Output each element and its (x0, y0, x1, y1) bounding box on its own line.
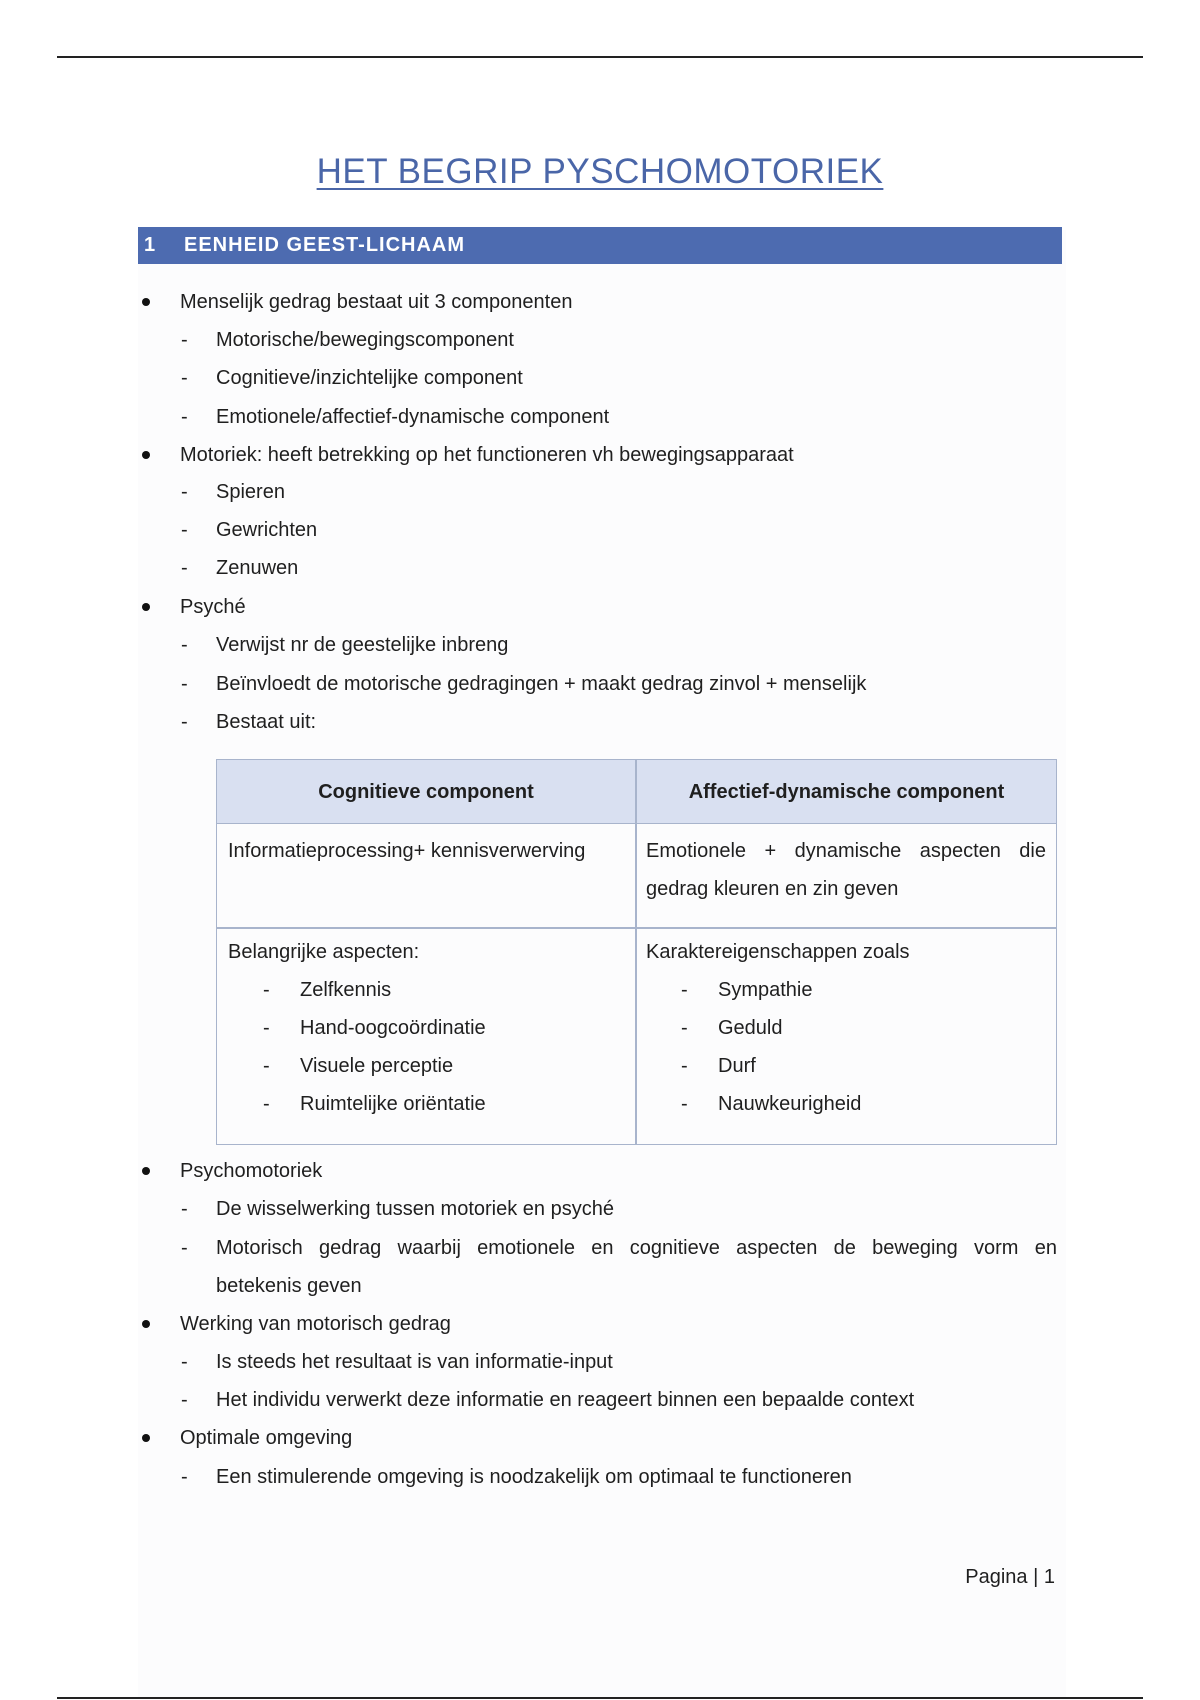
table-header-affective: Affectief-dynamische component (688, 780, 1005, 803)
dash-marker: - (181, 1389, 188, 1411)
page-number: Pagina | 1 (965, 1566, 1055, 1588)
dash-marker: - (181, 406, 188, 428)
section-heading: EENHEID GEEST-LICHAAM (184, 234, 466, 256)
table-header-cognitive: Cognitieve component (318, 780, 534, 803)
sub-item: Emotionele/affectief-dynamische component (216, 406, 610, 428)
bullet-text: Psychomotoriek (180, 1160, 323, 1182)
dash-marker: - (681, 1093, 688, 1115)
sub-item: Bestaat uit: (216, 711, 317, 733)
table-list-item: Ruimtelijke oriëntatie (300, 1093, 486, 1115)
dash-marker: - (181, 1198, 188, 1220)
dash-marker: - (181, 329, 188, 351)
sub-item: Beïnvloedt de motorische gedragingen + maakt gedrag zinvol + menselijk (216, 673, 867, 695)
dash-marker: - (681, 1055, 688, 1077)
dash-marker: - (181, 557, 188, 579)
dash-marker: - (181, 1466, 188, 1488)
bullet-dot (142, 1167, 150, 1175)
sub-item: Zenuwen (216, 557, 299, 579)
table-cell: Informatieprocessing+ kennisverwerving (228, 840, 586, 862)
sub-item: Spieren (216, 481, 285, 503)
sub-item: Cognitieve/inzichtelijke component (216, 367, 523, 389)
bullet-text: Motoriek: heeft betrekking op het functioneren vh bewegingsapparaat (180, 444, 794, 466)
sub-item: Het individu verwerkt deze informatie en reageert binnen een bepaalde context (216, 1389, 915, 1411)
sub-item: Verwijst nr de geestelijke inbreng (216, 634, 509, 656)
bullet-text: Psyché (180, 596, 246, 618)
dash-marker: - (181, 1237, 188, 1259)
dash-marker: - (181, 711, 188, 733)
dash-marker: - (263, 1017, 270, 1039)
bullet-dot (142, 603, 150, 611)
table-list-item: Durf (718, 1055, 756, 1077)
dash-marker: - (681, 979, 688, 1001)
header-rule (57, 56, 1143, 58)
table-list-item: Visuele perceptie (300, 1055, 454, 1077)
bullet-dot (142, 451, 150, 459)
table-cell: Emotionele + dynamische aspecten die (646, 840, 1046, 862)
section-number: 1 (144, 234, 157, 256)
dash-marker: - (263, 979, 270, 1001)
bullet-text: Werking van motorisch gedrag (180, 1313, 451, 1335)
table-list-item: Nauwkeurigheid (718, 1093, 862, 1115)
bullet-dot (142, 1434, 150, 1442)
sub-item: Gewrichten (216, 519, 318, 541)
components-table (216, 759, 1057, 1145)
dash-marker: - (263, 1093, 270, 1115)
dash-marker: - (681, 1017, 688, 1039)
table-list-item: Geduld (718, 1017, 783, 1039)
bullet-dot (142, 298, 150, 306)
dash-marker: - (181, 367, 188, 389)
dash-marker: - (181, 519, 188, 541)
dash-marker: - (181, 1351, 188, 1373)
dash-marker: - (263, 1055, 270, 1077)
table-list-item: Zelfkennis (300, 979, 392, 1001)
sub-item: Een stimulerende omgeving is noodzakelijk om optimaal te functioneren (216, 1466, 852, 1488)
sub-item: Motorisch gedrag waarbij emotionele en cognitieve aspecten de beweging vorm en (216, 1237, 1057, 1259)
sub-item-continuation: betekenis geven (216, 1275, 362, 1297)
table-cell: gedrag kleuren en zin geven (646, 878, 899, 900)
document-title: HET BEGRIP PYSCHOMOTORIEK (316, 152, 884, 191)
dash-marker: - (181, 673, 188, 695)
table-cell: Karaktereigenschappen zoals (646, 941, 910, 963)
footer-rule (57, 1697, 1143, 1699)
bullet-text: Menselijk gedrag bestaat uit 3 componenten (180, 291, 573, 313)
bullet-text: Optimale omgeving (180, 1427, 353, 1449)
table-list-item: Hand-oogcoördinatie (300, 1017, 486, 1039)
dash-marker: - (181, 481, 188, 503)
dash-marker: - (181, 634, 188, 656)
sub-item: Motorische/bewegingscomponent (216, 329, 514, 351)
table-list-item: Sympathie (718, 979, 813, 1001)
section-heading-bar (138, 227, 1062, 264)
table-row-divider (217, 927, 1056, 929)
table-cell: Belangrijke aspecten: (228, 941, 420, 963)
sub-item: De wisselwerking tussen motoriek en psyché (216, 1198, 614, 1220)
sub-item: Is steeds het resultaat is van informatie-input (216, 1351, 613, 1373)
bullet-dot (142, 1320, 150, 1328)
